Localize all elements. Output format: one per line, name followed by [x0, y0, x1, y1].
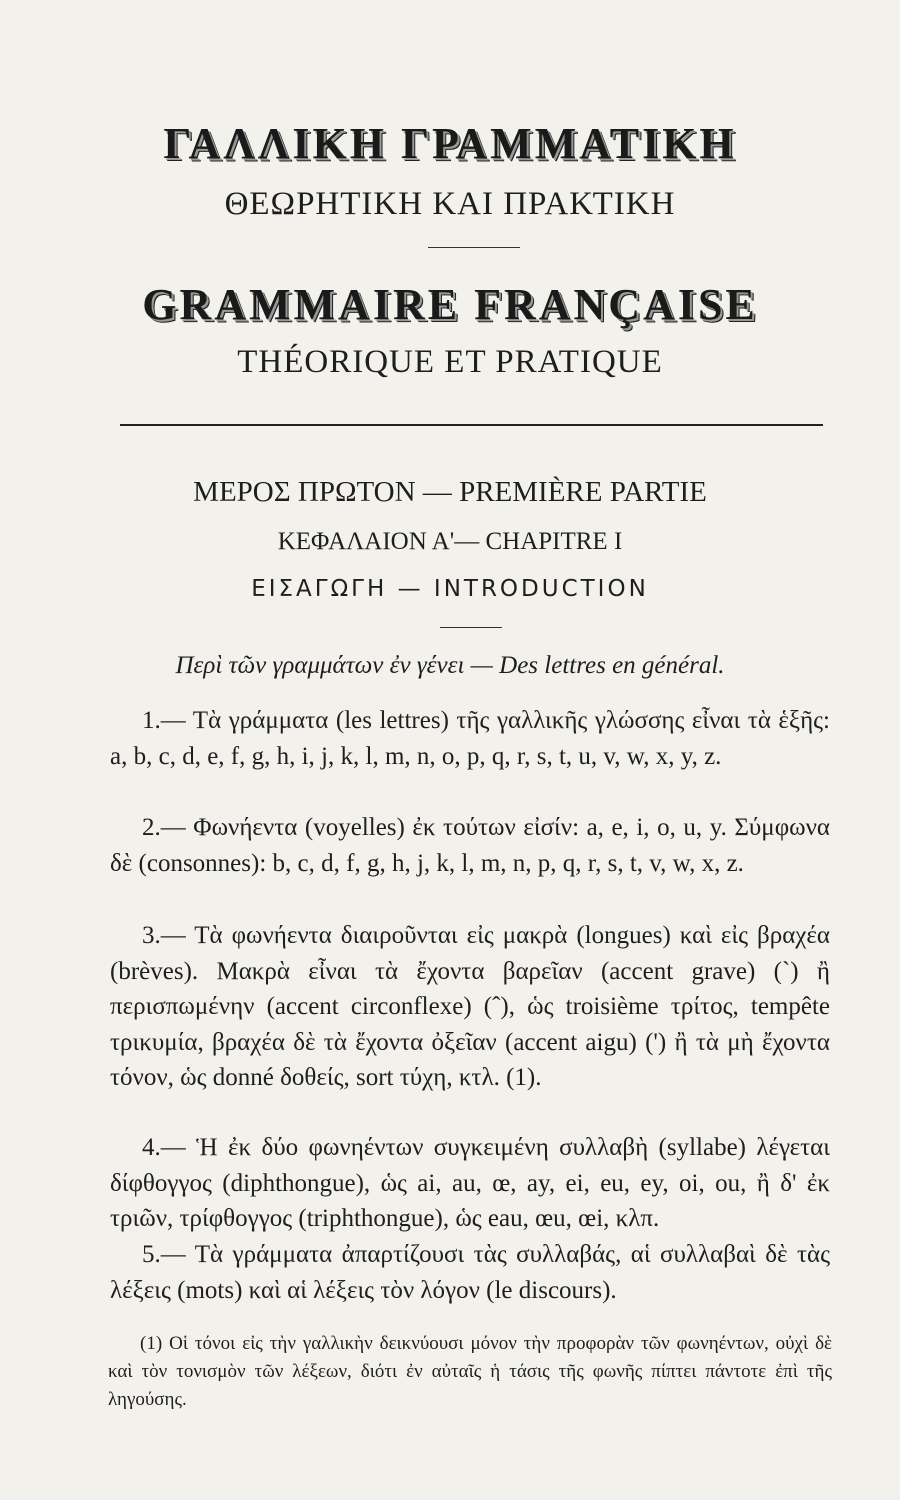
greek-title: ΓΑΛΛΙΚΗ ΓΡΑΜΜΑΤΙΚΗ [163, 119, 737, 168]
paragraph-4: 4.— Ἡ ἐκ δύο φωνηέντων συγκειμένη συλλαβὴ (syllabe) λέγεται δίφθογγος (diphthongue), ὡς ai, au, œ, ay, ei, eu, ey, oi, ou, ἢ δ' ἐκ τριῶν, τρίφθογγος (triphthongue), ὡς eau, œu, œi, κλπ. [110, 1134, 830, 1232]
chapter-heading: ΚΕΦΑΛΑΙΟΝ Α'— CHAPITRE I [277, 528, 623, 555]
topic-heading: Περὶ τῶν γραμμάτων ἐν γένει — Des lettres en général. [175, 652, 725, 679]
french-subtitle: THÉORIQUE ET PRATIQUE [237, 344, 663, 380]
section-divider [440, 627, 502, 628]
footnote: (1) Οἱ τόνοι εἰς τὴν γαλλικὴν δεικνύουσι μόνον τὴν προφορὰν τῶν φωνηέντων, οὐχὶ δὲ καὶ τὸν τονισμὸν τῶν λέξεων, διότι ἐν αὐταῖς ἡ τάσις τῆς φωνῆς πίπτει πάντοτε ἐπὶ τῆς ληγούσης. [108, 1333, 832, 1410]
paragraph-5: 5.— Τὰ γράμματα ἀπαρτίζουσι τὰς συλλαβάς, αἱ συλλαβαὶ δὲ τὰς λέξεις (mots) καὶ αἱ λέξεις τὸν λόγον (le discours). [110, 1241, 830, 1304]
french-title: GRAMMAIRE FRANÇAISE [142, 280, 758, 329]
greek-subtitle: ΘΕΩΡΗΤΙΚΗ ΚΑΙ ΠΡΑΚΤΙΚΗ [224, 186, 676, 222]
paragraph-2: 2.— Φωνήεντα (voyelles) ἐκ τούτων εἰσίν: a, e, i, o, u, y. Σύμφωνα δὲ (consonnes): b, c, d, f, g, h, j, k, l, m, n, p, q, r, s, t, v, w, x, z. [110, 814, 830, 877]
paragraph-1: 1.— Τὰ γράμματα (les lettres) τῆς γαλλικῆς γλώσσης εἶναι τὰ ἑξῆς: a, b, c, d, e, f, g, h, i, j, k, l, m, n, o, p, q, r, s, t, u, v, w, x, y, z. [110, 707, 830, 770]
paragraph-3: 3.— Τὰ φωνήεντα διαιροῦνται εἰς μακρὰ (longues) καὶ εἰς βραχέα (brèves). Μακρὰ εἶναι τὰ ἔχοντα βαρεῖαν (accent grave) (`) ἢ περισπωμένην (accent circonflexe) (ˆ), ὡς troisième τρίτος, tempête τρικυμία, βραχέα δὲ τὰ ἔχοντα ὀξεῖαν (accent aigu) (') ἢ τὰ μὴ ἔχοντα τόνον, ὡς donné δοθείς, sort τύχη, κτλ. (1). [110, 922, 830, 1091]
part-heading: ΜΕΡΟΣ ΠΡΩΤΟΝ — PREMIÈRE PARTIE [193, 476, 707, 508]
short-divider [428, 247, 520, 248]
main-divider [120, 424, 823, 426]
introduction-heading: ΕΙΣΑΓΩΓΗ — INTRODUCTION [251, 576, 649, 602]
